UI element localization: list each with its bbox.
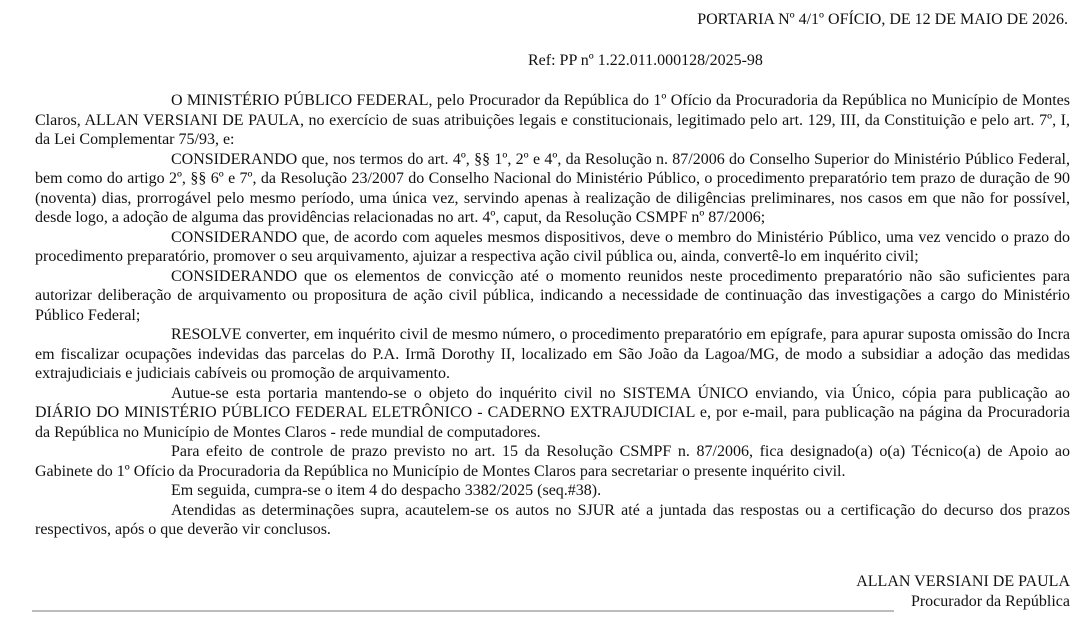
paragraph-atendidas: Atendidas as determinações supra, acautelem-se os autos no SJUR até a juntada das respostas ou a certificação do decurso dos prazos respectivos, após o que deverão vir conclusos.	[35, 501, 1070, 538]
paragraph-preamble: O MINISTÉRIO PÚBLICO FEDERAL, pelo Procurador da República do 1º Ofício da Procuradoria da República no Município de Montes Claros, ALLAN VERSIANI DE PAULA, no exercício de suas atribuições legais e constitucionais, legitimado pelo art. 129, III, da Constituição e pelo art. 7º, I, da Lei Complementar 75/93, e:	[35, 92, 1070, 148]
paragraph-resolve: RESOLVE converter, em inquérito civil de mesmo número, o procedimento preparatório em epígrafe, para apurar suposta omissão do Incra em fiscalizar ocupações indevidas das parcelas do P.A. Irmã Dorothy II, localizado em São João da Lagoa/MG, de modo a subsidiar a adoção das medidas extrajudiciais e judiciais cabíveis ou promoção de arquivamento.	[35, 326, 1070, 382]
signature-block	[856, 572, 1070, 612]
paragraph-considerando-1: CONSIDERANDO que, nos termos do art. 4º, §§ 1º, 2º e 4º, da Resolução n. 87/2006 do Conselho Superior do Ministério Público Federal, bem como do artigo 2º, §§ 6º e 7º, da Resolução 23/2007 do Conselho Nacional do Ministério Público, o procedimento preparatório tem prazo de duração de 90 (noventa) dias, prorrogável pelo mesmo período, uma única vez, servindo apenas à realização de diligências preliminares, nos casos em que não for possível, desde logo, a adoção de alguma das providências relacionadas no art. 4º, caput, da Resolução CSMPF nº 87/2006;	[35, 150, 1070, 226]
paragraph-autue-se: Autue-se esta portaria mantendo-se o objeto do inquérito civil no SISTEMA ÚNICO enviando, via Único, cópia para publicação ao DIÁRIO DO MINISTÉRIO PÚBLICO FEDERAL ELETRÔNICO - CADERNO EXTRAJUDICIAL e, por e-mail, para publicação na página da Procuradoria da República no Município de Montes Claros - rede mundial de computadores.	[35, 384, 1070, 441]
paragraph-controle-prazo: Para efeito de controle de prazo previsto no art. 15 da Resolução CSMPF n. 87/2006, fica designado(a) o(a) Técnico(a) de Apoio ao Gabinete do 1º Ofício da Procuradoria da República no Município de Montes Claros para secretariar o presente inquérito civil.	[35, 443, 1070, 480]
signatory-role: Procurador da República	[910, 593, 1070, 610]
paragraph-em-seguida: Em seguida, cumpra-se o item 4 do despacho 3382/2025 (seq.#38).	[171, 482, 602, 499]
paragraph-considerando-2: CONSIDERANDO que, de acordo com aqueles mesmos dispositivos, deve o membro do Ministério Público, uma vez vencido o prazo do procedimento preparatório, promover o seu arquivamento, ajuizar a respectiva ação civil pública ou, ainda, convertê-lo em inquérito civil;	[35, 228, 1070, 265]
paragraph-considerando-3: CONSIDERANDO que os elementos de convicção até o momento reunidos neste procedimento preparatório não são suficientes para autorizar deliberação de arquivamento ou propositura de ação civil pública, indicando a necessidade de continuação das investigações a cargo do Ministério Público Federal;	[35, 267, 1070, 324]
document-body	[35, 91, 1070, 540]
bottom-divider	[32, 610, 894, 612]
signatory-name: ALLAN VERSIANI DE PAULA	[856, 573, 1070, 590]
document-title: PORTARIA Nº 4/1º OFÍCIO, DE 12 DE MAIO DE 2026.	[697, 11, 1068, 28]
reference-number: Ref: PP nº 1.22.011.000128/2025-98	[528, 52, 763, 69]
